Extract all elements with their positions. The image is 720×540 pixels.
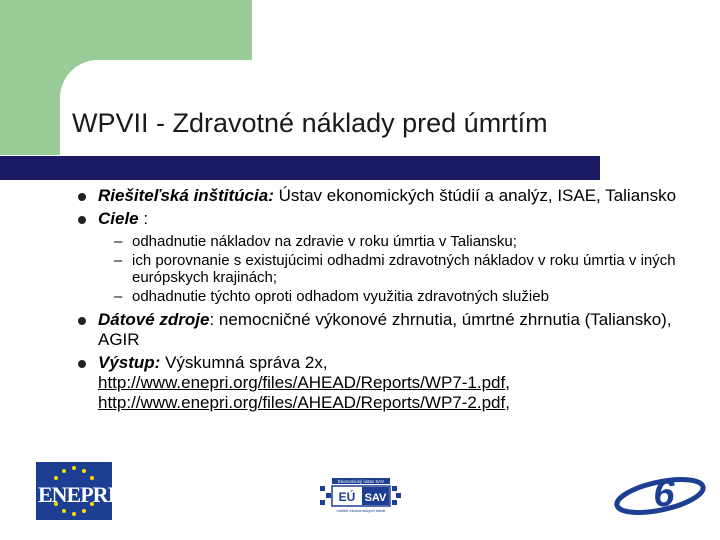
bullet-institution xyxy=(78,186,698,206)
title-underline-bar xyxy=(0,156,600,180)
enepri-logo-text: ENEPRI xyxy=(38,482,116,507)
separator: , xyxy=(505,373,510,392)
dash-icon: – xyxy=(114,288,123,305)
dash-icon: – xyxy=(114,233,123,250)
bullet-data-sources xyxy=(78,310,698,350)
slide-content xyxy=(78,186,698,416)
bullet-label: Ciele xyxy=(98,209,139,228)
bullet-dot-icon xyxy=(78,317,86,325)
sub-item-text: odhadnutie nákladov na zdravie v roku úmrtia v Taliansku; xyxy=(132,233,517,250)
report-link-1[interactable]: http://www.enepri.org/files/AHEAD/Reports/WP7-1.pdf xyxy=(98,373,506,392)
sub-item xyxy=(78,288,698,305)
fp6-logo xyxy=(612,470,708,516)
bullet-text: Výskumná správa 2x, xyxy=(160,353,328,372)
separator: , xyxy=(505,393,510,412)
slide-title: WPVII - Zdravotné náklady pred úmrtím xyxy=(72,108,548,138)
sub-item xyxy=(78,233,698,250)
bullet-label: Dátové zdroje xyxy=(98,310,210,329)
bullet-output xyxy=(78,353,698,413)
bullet-goals xyxy=(78,209,698,229)
sav-bottom-text: Inštitút ekonomických štúdií xyxy=(336,508,386,513)
enepri-logo xyxy=(36,462,116,520)
goals-sublist xyxy=(78,233,698,305)
sav-top-text: Ekonomický ústav SAV xyxy=(337,479,385,484)
bullet-text: : nemocničné výkonové zhrnutia, úmrtné zhrnutia (Taliansko), AGIR xyxy=(98,310,672,349)
bullet-dot-icon xyxy=(78,360,86,368)
dash-icon: – xyxy=(114,252,123,269)
bullet-text: : xyxy=(138,209,149,228)
sub-item-text: odhadnutie týchto oproti odhadom využitia zdravotných služieb xyxy=(132,288,549,305)
bullet-text: Ústav ekonomických štúdií a analýz, ISAE, Taliansko xyxy=(273,186,677,205)
bullet-label: Riešiteľská inštitúcia: xyxy=(98,186,274,205)
bullet-dot-icon xyxy=(78,193,86,201)
bullet-dot-icon xyxy=(78,216,86,224)
sav-logo xyxy=(318,476,402,514)
report-link-2[interactable]: http://www.enepri.org/files/AHEAD/Reports/WP7-2.pdf xyxy=(98,393,506,412)
sav-right-text: SAV xyxy=(364,492,387,504)
bullet-label: Výstup: xyxy=(98,353,161,372)
fp6-number: 6 xyxy=(653,473,675,515)
sub-item-text: ich porovnanie s existujúcimi odhadmi zdravotných nákladov v roku úmrtia v iných európskych krajinách; xyxy=(132,252,676,286)
sav-left-text: EÚ xyxy=(338,490,356,504)
sub-item xyxy=(78,252,698,286)
